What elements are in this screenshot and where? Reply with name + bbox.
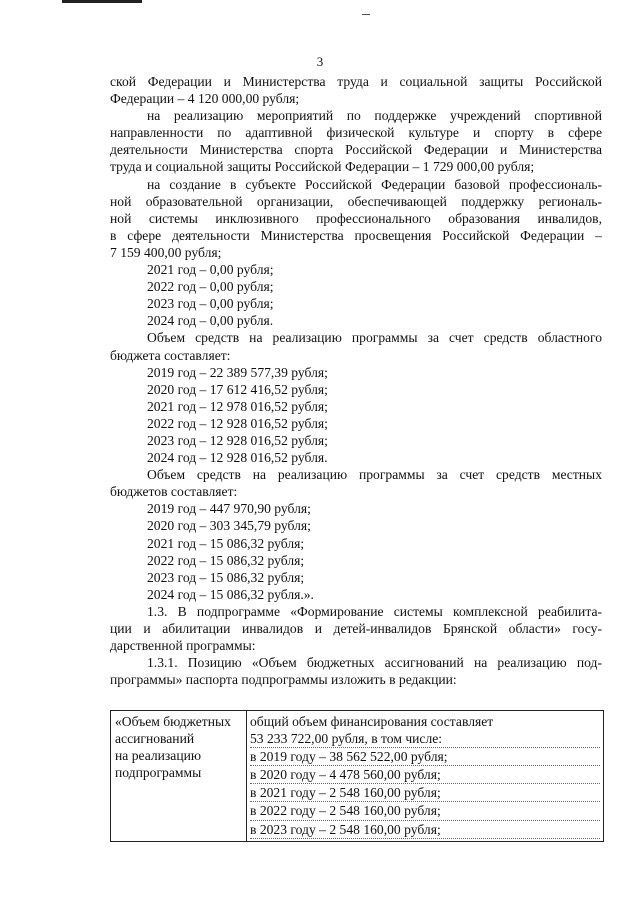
text-line: 2023 год – 15 086,32 рубля;: [147, 569, 305, 585]
table-label-line: «Объем бюджетных: [115, 714, 231, 729]
text-line: в сфере деятельности Министерства просвещения Российской Федерации –: [110, 227, 602, 243]
table-label-cell: [111, 711, 247, 841]
text-line: Объем средств на реализацию программы за счет средств областного: [147, 330, 602, 346]
text-line: бюджета составляет:: [110, 347, 231, 363]
text-line: 1.3.1. Позицию «Объем бюджетных ассигнований на реализацию под-: [147, 655, 602, 671]
text-line: 2024 год – 15 086,32 рубля.».: [147, 586, 314, 602]
text-line: 2023 год – 0,00 рубля;: [147, 296, 274, 312]
text-line: направленности по адаптивной физической культуре и спорту в сфере: [110, 125, 602, 141]
table-label-line: подпрограммы: [115, 765, 202, 781]
text-line: 2023 год – 12 928 016,52 рубля;: [147, 432, 328, 448]
text-line: 2024 год – 0,00 рубля.: [147, 313, 274, 329]
table-value-line: в 2021 году – 2 548 160,00 рубля;: [250, 784, 600, 802]
text-line: 2021 год – 15 086,32 рубля;: [147, 535, 305, 551]
page-number: 3: [316, 54, 324, 69]
top-edge-rule: [62, 0, 142, 3]
text-line: 2019 год – 447 970,90 рубля;: [147, 501, 311, 517]
text-line: Объем средств на реализацию программы за счет средств местных: [147, 467, 602, 483]
text-line: ской Федерации и Министерства труда и социальной защиты Российской: [110, 74, 602, 89]
text-line: 2019 год – 22 389 577,39 рубля;: [147, 364, 328, 380]
table-value-line: в 2020 году – 4 478 560,00 рубля;: [250, 766, 600, 784]
budget-allocation-table: [110, 710, 604, 842]
text-line: Федерации – 4 120 000,00 рубля;: [110, 91, 300, 107]
table-label-line: на реализацию: [115, 748, 202, 764]
text-line: 2022 год – 12 928 016,52 рубля;: [147, 415, 328, 431]
text-line: бюджетов составляет:: [110, 484, 238, 500]
top-small-mark: [362, 14, 370, 15]
text-line: 2021 год – 12 978 016,52 рубля;: [147, 398, 328, 414]
table-value-cell: [247, 711, 603, 841]
text-line: 2022 год – 0,00 рубля;: [147, 279, 274, 295]
text-line: дарственной программы:: [110, 638, 256, 654]
text-line: на создание в субъекте Российской Федерации базовой профессиональ-: [147, 176, 602, 192]
table-value-line: 53 233 722,00 рубля, в том числе:: [250, 730, 600, 748]
table-value-line: в 2019 году – 38 562 522,00 рубля;: [250, 748, 600, 766]
table-value-line: в 2023 году – 2 548 160,00 рубля;: [250, 821, 600, 839]
document-body: [110, 73, 602, 688]
text-line: на реализацию мероприятий по поддержке учреждений спортивной: [147, 108, 602, 124]
text-line: 2020 год – 303 345,79 рубля;: [147, 518, 311, 534]
text-line: 2024 год – 12 928 016,52 рубля.: [147, 450, 328, 466]
table-value-line: общий объем финансирования составляет: [250, 714, 494, 729]
text-line: труда и социальной защиты Российской Федерации – 1 729 000,00 рубля;: [110, 159, 535, 175]
text-line: ной образовательной организации, обеспечивающей поддержку региональ-: [110, 193, 602, 209]
table-value-line: в 2022 году – 2 548 160,00 рубля;: [250, 802, 600, 820]
text-line: 1.3. В подпрограмме «Формирование системы комплексной реабилита-: [147, 603, 602, 619]
text-line: 2020 год – 17 612 416,52 рубля;: [147, 381, 328, 397]
text-line: программы» паспорта подпрограммы изложить в редакции:: [110, 672, 457, 688]
text-line: ной системы инклюзивного профессионального образования инвалидов,: [110, 210, 602, 226]
text-line: деятельности Министерства спорта Российской Федерации и Министерства: [110, 142, 602, 158]
text-line: 2021 год – 0,00 рубля;: [147, 262, 274, 278]
text-line: 2022 год – 15 086,32 рубля;: [147, 552, 305, 568]
text-line: ции и абилитации инвалидов и детей-инвалидов Брянской области» госу-: [110, 621, 602, 636]
table-label-line: ассигнований: [115, 731, 195, 747]
text-line: 7 159 400,00 рубля;: [110, 244, 222, 260]
